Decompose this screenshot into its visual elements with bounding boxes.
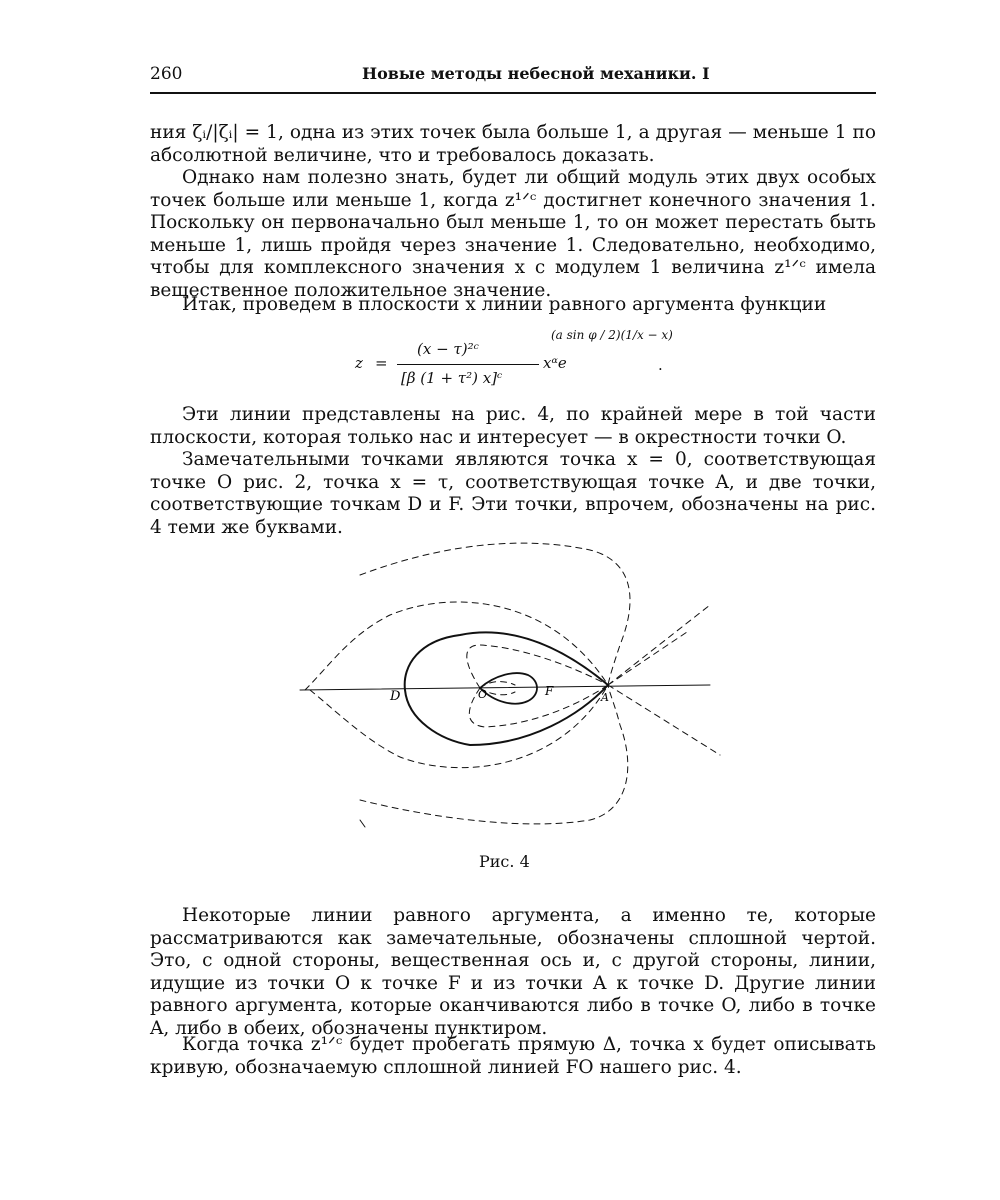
real-axis xyxy=(300,685,710,690)
dashed-outer-top xyxy=(360,543,630,685)
figure-4 xyxy=(290,535,730,835)
running-title: Новые методы небесной механики. I xyxy=(362,64,710,83)
paragraph-7: Когда точка z¹ᐟᶜ будет пробегать прямую Δ, точка x будет описывать кривую, обозначаемую сплошной линией FO нашего рис. 4. xyxy=(150,1034,876,1078)
figure-caption: Рис. 4 xyxy=(479,852,530,871)
dashed-inner-bottom xyxy=(469,685,608,727)
paragraph-5: Замечательными точками являются точка x = 0, соответствующая точке O рис. 2, точка x = τ, соответствующая точке A, и две точки, соответствующие точкам D и F. Эти точки, впрочем, обозначены на рис. 4 теми же буквами. xyxy=(150,449,876,538)
label-D: D xyxy=(390,689,401,704)
dashed-ray-up xyxy=(608,605,710,685)
paragraph-2: Однако нам полезно знать, будет ли общий модуль этих двух особых точек больше или меньше 1, когда z¹ᐟᶜ достигнет конечного значения 1. Поскольку он первоначально был меньше 1, то он может перестать быть меньше 1, лишь пройдя через значение 1. Следовательно, необходимо, чтобы для комплексного значения x с модулем 1 величина z¹ᐟᶜ имела вещественное положительное значение. xyxy=(150,167,876,301)
label-F: F xyxy=(545,684,554,698)
formula xyxy=(355,328,675,392)
label-O: O xyxy=(478,688,488,701)
dashed-ray-down xyxy=(608,685,720,755)
formula-numerator: (x − τ)²ᶜ xyxy=(417,340,479,358)
formula-equals: = xyxy=(375,354,388,372)
formula-lhs: z xyxy=(355,354,363,372)
formula-end: . xyxy=(658,356,663,374)
paragraph-3: Итак, проведем в плоскости x линии равного аргумента функции xyxy=(182,294,827,315)
formula-denominator: [β (1 + τ²) x]ᶜ xyxy=(401,369,503,387)
dashed-outer-bottom xyxy=(360,685,628,824)
paragraph-6: Некоторые линии равного аргумента, а именно те, которые рассматриваются как замечательные, обозначены сплошной чертой. Это, с одной стороны, вещественная ось и, с другой стороны, линии, идущие из точки O к точке F и из точки A к точке D. Другие линии равного аргумента, которые оканчиваются либо в точке O, либо в точке A, либо в обеих, обозначены пунктиром. xyxy=(150,905,876,1039)
label-A: A xyxy=(601,691,609,704)
fraction-bar xyxy=(397,364,539,365)
dashed-ray-up2 xyxy=(608,630,690,685)
formula-factor: xᵅe xyxy=(543,354,567,372)
paragraph-1: ния ζᵢ/|ζᵢ| = 1, одна из этих точек была больше 1, а другая — меньше 1 по абсолютной величине, что и требовалось доказать. xyxy=(150,122,876,166)
dashed-left-lower xyxy=(310,685,608,768)
page-number: 260 xyxy=(150,64,183,84)
tick-bottom-left xyxy=(360,820,365,827)
paragraph-4: Эти линии представлены на рис. 4, по крайней мере в той части плоскости, которая только нас и интересует — в окрестности точки O. xyxy=(150,404,876,448)
formula-exponent: (a sin φ / 2)(1/x − x) xyxy=(551,328,673,342)
solid-loop-OF xyxy=(480,673,537,704)
dashed-left-upper xyxy=(305,602,608,690)
page-header xyxy=(150,64,876,94)
